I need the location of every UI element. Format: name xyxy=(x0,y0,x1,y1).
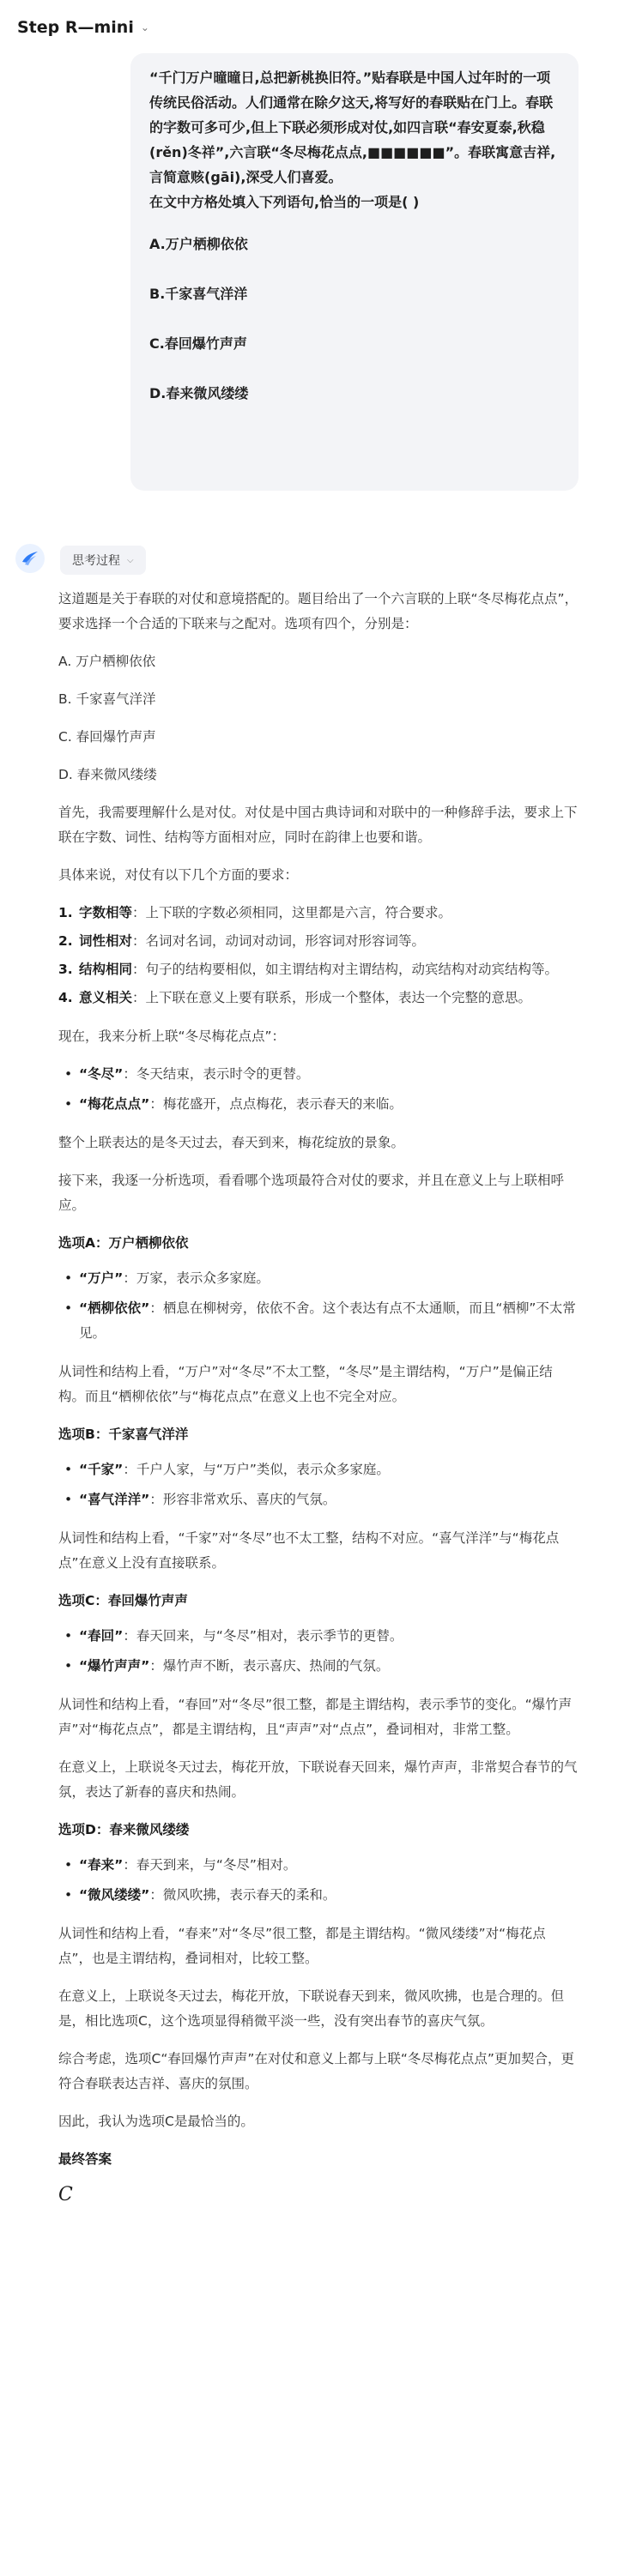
assistant-response xyxy=(58,587,579,2207)
list-item: 1. 字数相等：上下联的字数必须相同，这里都是六言，符合要求。 xyxy=(58,905,452,920)
response-paragraph: 这道题是关于春联的对仗和意境搭配的。题目给出了一个六言联的上联“冬尽梅花点点”，要求选择一个合适的下联来与之配对。选项有四个，分别是： xyxy=(58,591,579,631)
section-heading: 选项A：万户栖柳依依 xyxy=(58,1235,189,1251)
question-text: “千门万户曈曈日,总把新桃换旧符。”贴春联是中国人过年时的一项传统民俗活动。人们通常在除夕这天,将写好的春联贴在门上。春联的字数可多可少,但上下联必须形成对仗,如四言联“春安夏泰,秋稳(rěn)冬祥”,六言联“冬尽梅花点点,■■■■■■”。春联寓意吉祥,言简意赅(gāi),深受人们喜爱。 xyxy=(149,69,556,185)
option-line: A. 万户栖柳依依 xyxy=(58,654,156,669)
bullet-list xyxy=(58,1266,579,1346)
list-item: • “爆竹声声”：爆竹声不断，表示喜庆、热闹的气氛。 xyxy=(64,1658,390,1674)
response-paragraph: 接下来，我逐一分析选项，看看哪个选项最符合对仗的要求，并且在意义上与上联相呼应。 xyxy=(58,1173,565,1213)
response-paragraph: 从词性和结构上看，“千家”对“冬尽”也不太工整，结构不对应。“喜气洋洋”与“梅花点点”在意义上没有直接联系。 xyxy=(58,1530,560,1571)
question-option: B.千家喜气洋洋 xyxy=(149,286,248,302)
list-item: 3. 结构相同：句子的结构要相似，如主谓结构对主谓结构，动宾结构对动宾结构等。 xyxy=(58,962,559,977)
question-option: C.春回爆竹声声 xyxy=(149,335,247,352)
response-paragraph: 在意义上，上联说冬天过去，梅花开放，下联说春天到来，微风吹拂，也是合理的。但是，相比选项C，这个选项显得稍微平淡一些，没有突出春节的喜庆气氛。 xyxy=(58,1988,565,2029)
section-heading: 选项D：春来微风缕缕 xyxy=(58,1822,190,1837)
response-paragraph: 具体来说，对仗有以下几个方面的要求： xyxy=(58,867,299,883)
response-paragraph: 整个上联表达的是冬天过去，春天到来，梅花绽放的景象。 xyxy=(58,1135,405,1150)
thinking-label: 思考过程 xyxy=(72,554,120,568)
response-paragraph: 从词性和结构上看，“春回”对“冬尽”很工整，都是主谓结构，表示季节的变化。“爆竹声声”对“梅花点点”，都是主谓结构，且“声声”对“点点”，叠词相对，非常工整。 xyxy=(58,1697,573,1737)
model-selector[interactable]: Step R—mini xyxy=(17,18,134,37)
option-line: D. 春来微风缕缕 xyxy=(58,767,157,782)
chevron-down-icon: ⌵ xyxy=(127,555,134,565)
list-item: • “春回”：春天回来，与“冬尽”相对，表示季节的更替。 xyxy=(64,1628,403,1644)
list-item: • “栖柳依依”：栖息在柳树旁，依依不舍。这个表达有点不太通顺，而且“栖柳”不太常见。 xyxy=(64,1300,576,1341)
list-item: 4. 意义相关：上下联在意义上要有联系，形成一个整体，表达一个完整的意思。 xyxy=(58,990,532,1005)
option-line: C. 春回爆竹声声 xyxy=(58,729,156,745)
thinking-process-toggle[interactable] xyxy=(60,546,146,575)
list-item: • “微风缕缕”：微风吹拂，表示春天的柔和。 xyxy=(64,1887,336,1903)
list-item: 2. 词性相对：名词对名词，动词对动词，形容词对形容词等。 xyxy=(58,933,426,949)
section-heading: 选项C：春回爆竹声声 xyxy=(58,1593,188,1608)
response-paragraph: 因此，我认为选项C是最恰当的。 xyxy=(58,2114,254,2129)
question-option: D.春来微风缕缕 xyxy=(149,385,249,401)
final-answer-heading: 最终答案 xyxy=(58,2151,112,2167)
requirements-list xyxy=(58,901,579,1010)
response-paragraph: 从词性和结构上看，“万户”对“冬尽”不太工整，“冬尽”是主谓结构，“万户”是偏正结构。而且“栖柳依依”与“梅花点点”在意义上也不完全对应。 xyxy=(58,1364,553,1404)
list-item: • “喜气洋洋”：形容非常欢乐、喜庆的气氛。 xyxy=(64,1492,336,1507)
list-item: • “万户”：万家，表示众多家庭。 xyxy=(64,1270,270,1286)
section-heading: 选项B：千家喜气洋洋 xyxy=(58,1427,189,1442)
chevron-down-icon[interactable]: ⌄ xyxy=(140,21,149,33)
list-item: • “千家”：千户人家，与“万户”类似，表示众多家庭。 xyxy=(64,1462,390,1477)
top-bar xyxy=(0,0,618,55)
user-message-bubble xyxy=(130,53,579,491)
bullet-list xyxy=(58,1853,579,1908)
option-line: B. 千家喜气洋洋 xyxy=(58,691,156,707)
list-item: • “春来”：春天到来，与“冬尽”相对。 xyxy=(64,1857,297,1873)
response-paragraph: 在意义上，上联说冬天过去，梅花开放，下联说春天回来，爆竹声声，非常契合春节的气氛，表达了新春的喜庆和热闹。 xyxy=(58,1759,578,1800)
bullet-list xyxy=(58,1624,579,1679)
bullet-list xyxy=(58,1062,579,1117)
question-options xyxy=(149,232,560,431)
question-option: A.万户栖柳依依 xyxy=(149,236,248,252)
response-paragraph: 从词性和结构上看，“春来”对“冬尽”很工整，都是主谓结构。“微风缕缕”对“梅花点点”，也是主谓结构，叠词相对，比较工整。 xyxy=(58,1926,546,1966)
list-item: • “梅花点点”：梅花盛开，点点梅花，表示春天的来临。 xyxy=(64,1096,403,1112)
question-prompt: 在文中方格处填入下列语句,恰当的一项是( ) xyxy=(149,194,420,210)
response-paragraph: 首先，我需要理解什么是对仗。对仗是中国古典诗词和对联中的一种修辞手法，要求上下联在字数、词性、结构等方面相对应，同时在韵律上也要和谐。 xyxy=(58,805,578,845)
response-paragraph: 综合考虑，选项C“春回爆竹声声”在对仗和意义上都与上联“冬尽梅花点点”更加契合，更符合春联表达吉祥、喜庆的氛围。 xyxy=(58,2051,574,2091)
final-answer: C xyxy=(58,2184,73,2205)
list-item: • “冬尽”：冬天结束，表示时令的更替。 xyxy=(64,1066,310,1082)
stepfun-logo-icon xyxy=(15,544,45,573)
response-paragraph: 现在，我来分析上联“冬尽梅花点点”： xyxy=(58,1029,286,1044)
bullet-list xyxy=(58,1457,579,1512)
